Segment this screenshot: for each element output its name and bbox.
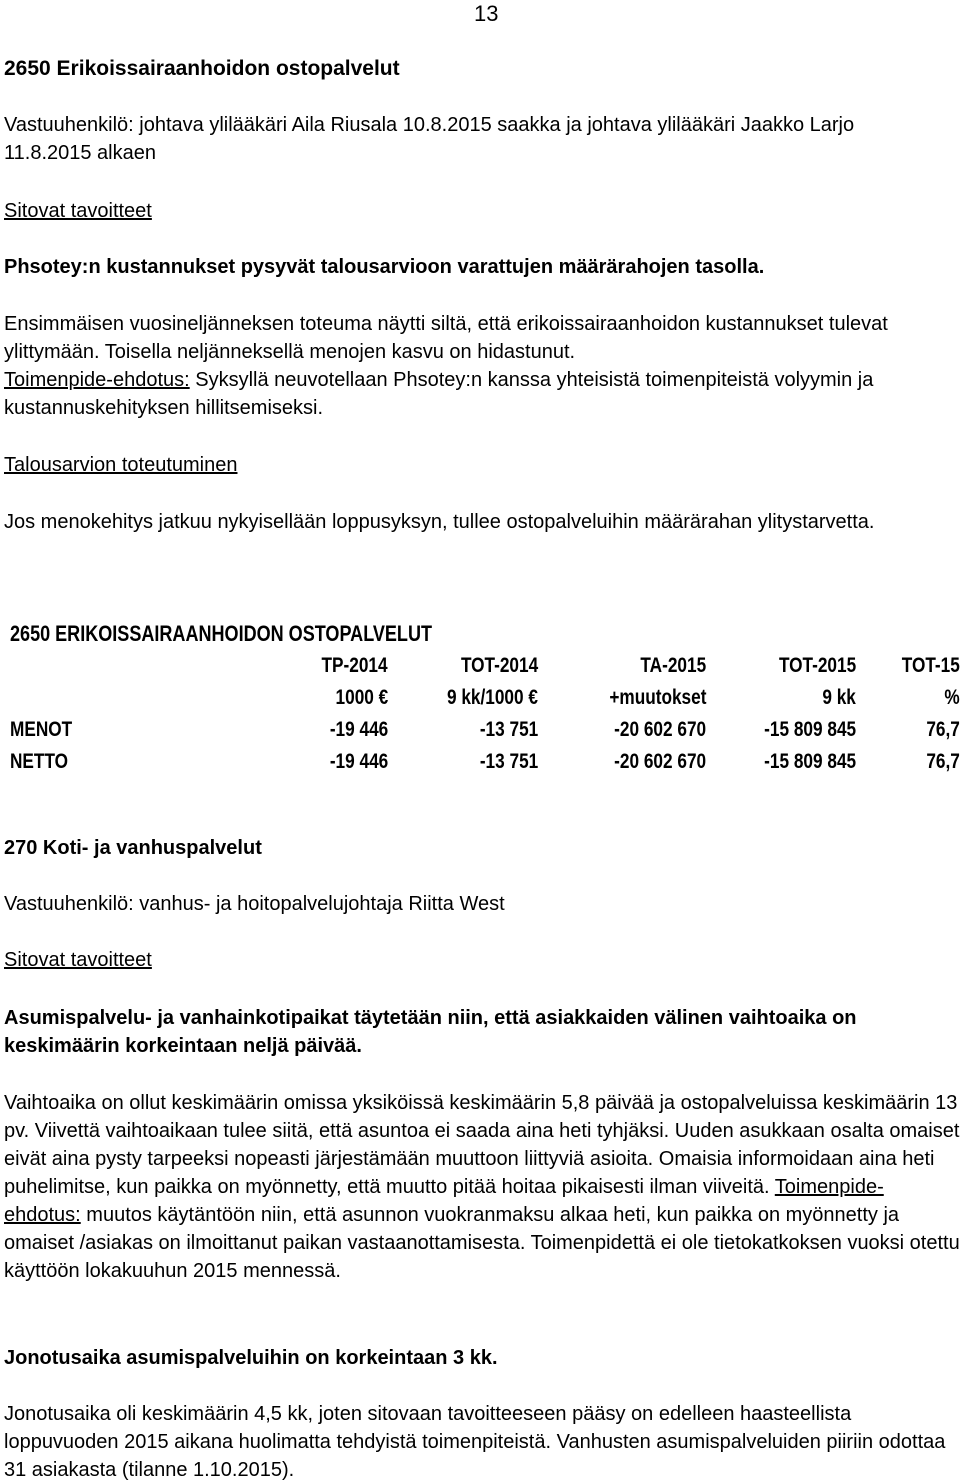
table-cell: -15 809 845 [764, 750, 856, 773]
unit-tot-2015: 9 kk [822, 686, 856, 709]
responsible-person-270: Vastuuhenkilö: vanhus- ja hoitopalvelujohtaja Riitta West [4, 893, 505, 915]
paragraph-queue-time: Jonotusaika oli keskimäärin 4,5 kk, joten sitovaan tavoitteeseen pääsy on edelleen haasteellista loppuvuoden 2015 aikana huolimatta tehdyistä toimenpiteistä. Vanhusten asumispalveluiden piiriin odottaa 31 asiakasta (tilanne 1.10.2015). [4, 1403, 946, 1481]
section-heading-270: 270 Koti- ja vanhuspalvelut [4, 837, 262, 859]
table-row [10, 714, 960, 746]
table-cell: -20 602 670 [614, 718, 706, 741]
binding-goal-2650: Phsotey:n kustannukset pysyvät talousarvioon varattujen määrärahojen tasolla. [4, 256, 765, 278]
unit-ta-2015: +muutokset [608, 686, 706, 709]
table-cell: -20 602 670 [614, 750, 706, 773]
table-cell: -13 751 [479, 750, 538, 773]
table-cell: -19 446 [329, 750, 388, 773]
table-cell: -15 809 845 [764, 718, 856, 741]
responsible-person-2650: Vastuuhenkilö: johtava ylilääkäri Aila Riusala 10.8.2015 saakka ja johtava ylilääkäri Jaakko Larjo 11.8.2015 alkaen [4, 114, 855, 164]
header-ta-2015: TA-2015 [640, 654, 706, 677]
page-number: 13 [474, 1, 499, 26]
unit-tot-15: % [944, 686, 960, 709]
table-cell: -13 751 [479, 718, 538, 741]
action-proposal-label: Toimenpide-ehdotus: [4, 369, 190, 391]
binding-goals-title-270: Sitovat tavoitteet [4, 949, 152, 971]
finance-table-units-row [10, 682, 960, 714]
table-cell: 76,7 [926, 718, 960, 741]
unit-tp-2014: 1000 € [335, 686, 388, 709]
paragraph-switch-time [4, 1089, 960, 1285]
binding-goal-switch-time: Asumispalvelu- ja vanhainkotipaikat täytetään niin, että asiakkaiden välinen vaihtoaika on keskimäärin korkeintaan neljä päivää. [4, 1007, 857, 1057]
binding-goals-title-2650: Sitovat tavoitteet [4, 200, 152, 222]
finance-table-header-row [10, 650, 960, 682]
budget-realization-title: Talousarvion toteutuminen [4, 454, 238, 476]
finance-table-title: 2650 ERIKOISSAIRAANHOIDON OSTOPALVELUT [10, 621, 433, 646]
table-cell: -19 446 [329, 718, 388, 741]
header-tot-2015: TOT-2015 [778, 654, 856, 677]
budget-realization-text: Jos menokehitys jatkuu nykyisellään loppusyksyn, tullee ostopalveluihin määrärahan ylitystarvetta. [4, 511, 875, 533]
action-proposal-text-270: muutos käytäntöön niin, että asunnon vuokranmaksu alkaa heti, kun paikka on myönnetty ja omaiset /asiakas on ilmoittanut paikan vastaanottamisesta. Toimenpidettä ei ole tietokatkoksen vuoksi otettu käyttöön lokakuuhun 2015 mennessä. [4, 1204, 960, 1282]
action-proposal-2650 [4, 366, 954, 422]
binding-goal-queue-time: Jonotusaika asumispalveluihin on korkeintaan 3 kk. [4, 1347, 498, 1369]
row-label-netto: NETTO [10, 750, 69, 773]
switch-time-text: Vaihtoaika on ollut keskimäärin omissa yksiköissä keskimäärin 5,8 päivää ja ostopalveluissa keskimäärin 13 pv. Viivettä vaihtoaikaan tulee siitä, että asuntoa ei saada aina heti tyhjäksi. Uuden asukkaan osalta omaiset eivät aina pysty tarpeeksi nopeasti järjestämään muuttoon liittyviä asioita. Omaisia informoidaan aina heti puhelimitse, kun paikka on myönnetty, että muutto pitää hoitaa pikaisesti ilman viiveitä. [4, 1092, 960, 1198]
action-proposal-label-270: Toimenpide-ehdotus: [4, 1176, 884, 1226]
section-heading-2650: 2650 Erikoissairaanhoidon ostopalvelut [4, 57, 400, 80]
finance-table [10, 650, 960, 778]
table-row [10, 746, 960, 778]
unit-tot-2014: 9 kk/1000 € [447, 686, 538, 709]
row-label-menot: MENOT [10, 718, 73, 741]
header-tot-2014: TOT-2014 [460, 654, 538, 677]
paragraph-q1-result: Ensimmäisen vuosineljänneksen toteuma näytti siltä, että erikoissairaanhoidon kustannukset tulevat ylittymään. Toisella neljänneksellä menojen kasvu on hidastunut. [4, 313, 888, 363]
header-tot-15: TOT-15 [901, 654, 960, 677]
header-tp-2014: TP-2014 [321, 654, 388, 677]
action-proposal-text: Syksyllä neuvotellaan Phsotey:n kanssa yhteisistä toimenpiteistä volyymin ja kustannuskehityksen hillitsemiseksi. [4, 369, 874, 419]
table-cell: 76,7 [926, 750, 960, 773]
